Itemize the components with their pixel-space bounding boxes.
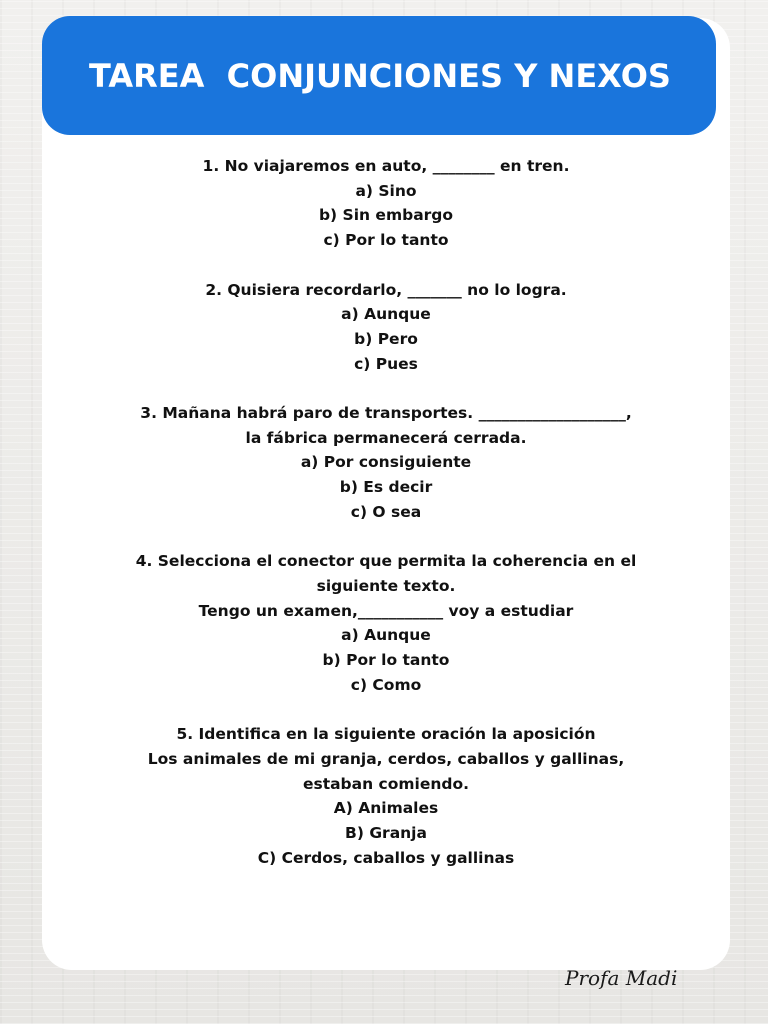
- answer-option: a) Aunque: [341, 626, 431, 645]
- answer-option: a) Sino: [355, 181, 417, 200]
- question-text: 3. Mañana habrá paro de transportes. ___________________,: [140, 404, 632, 422]
- answer-option: c) Como: [350, 675, 422, 694]
- answer-option: b) Pero: [354, 329, 418, 348]
- answer-option: c) Por lo tanto: [323, 231, 449, 250]
- question-1: [42, 154, 730, 253]
- question-4: [42, 549, 730, 697]
- question-text: 4. Selecciona el conector que permita la coherencia en el: [135, 552, 637, 571]
- question-5: [42, 722, 730, 870]
- answer-option: A) Animales: [333, 799, 439, 818]
- title-banner: [42, 16, 716, 135]
- question-text: la fábrica permanecerá cerrada.: [245, 428, 527, 447]
- answer-option: B) Granja: [345, 823, 427, 842]
- question-text: 5. Identifica en la siguiente oración la aposición: [176, 725, 596, 744]
- question-2: [42, 278, 730, 377]
- answer-option: a) Por consiguiente: [300, 453, 472, 472]
- question-text: siguiente texto.: [316, 576, 456, 595]
- answer-option: c) Pues: [354, 354, 418, 373]
- questions-list: [42, 154, 730, 895]
- answer-option: b) Sin embargo: [318, 206, 454, 225]
- author-signature: Profa Madi: [565, 966, 678, 990]
- question-text: estaban comiendo.: [302, 774, 470, 793]
- question-text: Tengo un examen,___________ voy a estudiar: [198, 601, 574, 620]
- answer-option: C) Cerdos, caballos y gallinas: [257, 848, 515, 867]
- answer-option: a) Aunque: [341, 305, 431, 324]
- question-text: Los animales de mi granja, cerdos, caballos y gallinas,: [147, 749, 625, 768]
- question-3: [42, 401, 730, 525]
- question-text: 2. Quisiera recordarlo, _______ no lo logra.: [205, 280, 567, 299]
- page-title: TAREA CONJUNCIONES Y NEXOS: [89, 56, 671, 95]
- answer-option: c) O sea: [350, 502, 422, 521]
- question-text: 1. No viajaremos en auto, ________ en tren.: [202, 157, 570, 175]
- answer-option: b) Es decir: [339, 478, 433, 497]
- answer-option: b) Por lo tanto: [322, 651, 450, 670]
